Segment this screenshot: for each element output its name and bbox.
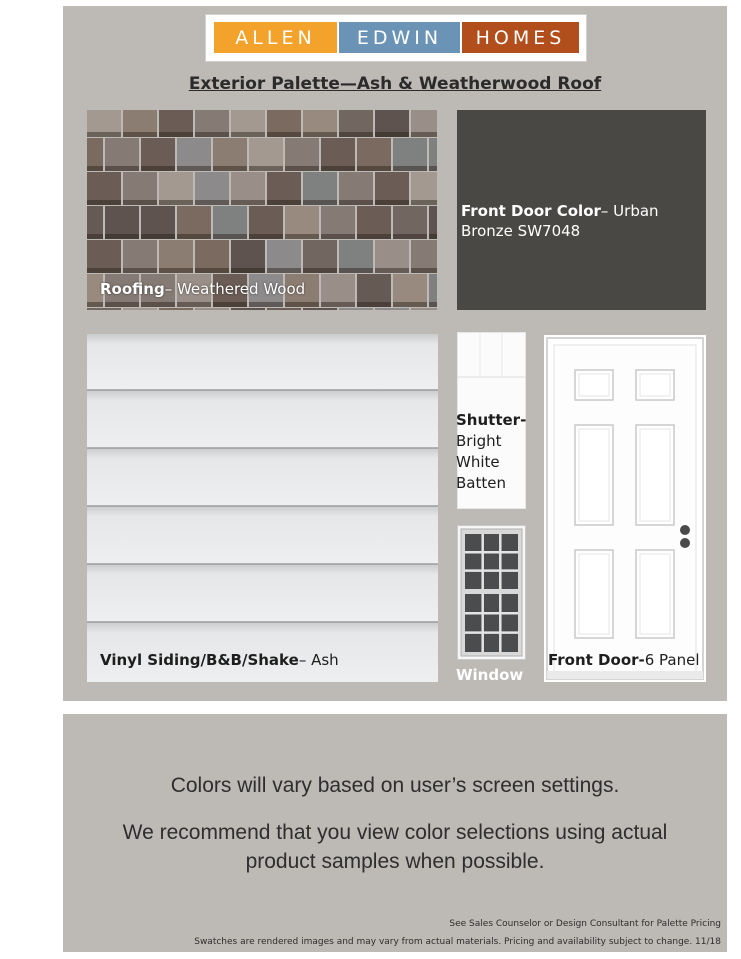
siding-name: Vinyl Siding/B&B/Shake <box>100 651 299 669</box>
window-swatch <box>457 525 526 660</box>
screen-settings-note: Colors will vary based on user’s screen settings. <box>170 774 620 797</box>
shutter-label <box>456 410 526 494</box>
shutter-value: Bright White Batten <box>456 432 506 492</box>
front-door-value: 6 Panel <box>644 651 700 669</box>
roofing-value: – Weathered Wood <box>164 280 306 298</box>
front-door-color-name: Front Door Color <box>461 202 601 220</box>
pricing-note: See Sales Counselor or Design Consultant for Palette Pricing <box>449 919 721 929</box>
siding-value: – Ash <box>298 651 339 669</box>
logo-allen: ALLEN <box>214 22 337 53</box>
front-door-name: Front Door- <box>548 651 645 669</box>
front-door-color-label <box>461 201 701 241</box>
samples-recommendation-text: We recommend that you view color selections using actual product samples when possible. <box>122 821 668 873</box>
footer-disclaimer: Swatches are rendered images and may vary from actual materials. Pricing and availability subject to change. 11/18 <box>194 937 721 947</box>
allen-edwin-logo <box>206 15 586 61</box>
window-label: Window <box>456 666 524 684</box>
shutter-name: Shutter- <box>456 411 527 429</box>
logo-edwin: EDWIN <box>339 22 460 53</box>
samples-recommendation <box>63 818 727 876</box>
roofing-label <box>100 279 305 299</box>
front-door-swatch <box>544 335 706 682</box>
logo-homes: HOMES <box>462 22 579 53</box>
siding-label <box>100 650 339 670</box>
page-title: Exterior Palette—Ash & Weatherwood Roof <box>188 74 602 94</box>
front-door-label <box>548 650 700 670</box>
roofing-name: Roofing <box>100 280 165 298</box>
front-door-color-value: – Urban Bronze SW7048 <box>461 202 659 240</box>
siding-swatch <box>87 334 438 682</box>
